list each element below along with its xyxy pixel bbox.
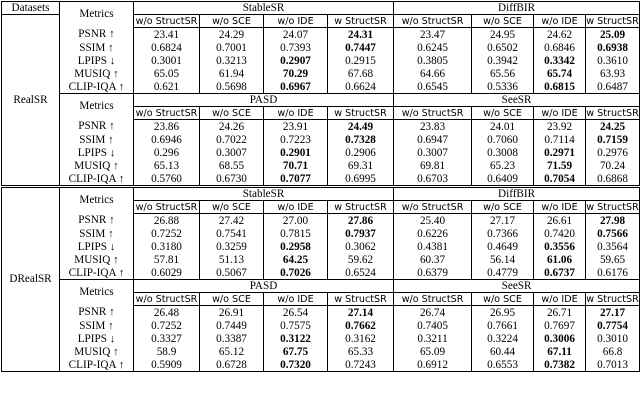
value-cell: 66.8 bbox=[586, 345, 640, 358]
metric-name: LPIPS ↓ bbox=[60, 146, 134, 159]
value-cell: 24.07 bbox=[264, 28, 328, 42]
variant-header: w StructSR bbox=[328, 293, 394, 306]
value-cell: 0.7382 bbox=[534, 358, 586, 372]
value-cell: 0.3564 bbox=[586, 240, 640, 253]
variant-header: w/o IDE bbox=[534, 107, 586, 120]
value-cell: 64.25 bbox=[264, 253, 328, 266]
value-cell: 67.75 bbox=[264, 345, 328, 358]
variant-header: w/o StructSR bbox=[394, 201, 472, 214]
value-cell: 0.3007 bbox=[394, 146, 472, 159]
value-cell: 0.6995 bbox=[328, 172, 394, 187]
value-cell: 0.3213 bbox=[200, 54, 264, 67]
value-cell: 67.11 bbox=[534, 345, 586, 358]
metric-name: PSNR ↑ bbox=[60, 120, 134, 134]
metrics-header: Metrics bbox=[60, 280, 134, 306]
value-cell: 65.56 bbox=[472, 67, 534, 80]
table-row bbox=[2, 319, 640, 332]
table-row bbox=[2, 54, 640, 67]
value-cell: 23.91 bbox=[264, 120, 328, 134]
variant-header: w/o IDE bbox=[264, 201, 328, 214]
value-cell: 67.68 bbox=[328, 67, 394, 80]
value-cell: 0.3001 bbox=[134, 54, 200, 67]
value-cell: 0.3342 bbox=[534, 54, 586, 67]
value-cell: 69.31 bbox=[328, 159, 394, 172]
value-cell: 0.6967 bbox=[264, 80, 328, 94]
value-cell: 0.7661 bbox=[472, 319, 534, 332]
table-row bbox=[2, 28, 640, 42]
metrics-header: Metrics bbox=[60, 187, 134, 214]
variant-header: w StructSR bbox=[328, 15, 394, 28]
variant-header: w/o IDE bbox=[534, 293, 586, 306]
value-cell: 0.621 bbox=[134, 80, 200, 94]
value-cell: 64.66 bbox=[394, 67, 472, 80]
value-cell: 27.86 bbox=[328, 214, 394, 228]
value-cell: 65.09 bbox=[394, 345, 472, 358]
metric-name: MUSIQ ↑ bbox=[60, 67, 134, 80]
metric-name: SSIM ↑ bbox=[60, 227, 134, 240]
value-cell: 0.2958 bbox=[264, 240, 328, 253]
variant-header: w/o StructSR bbox=[394, 107, 472, 120]
value-cell: 0.7697 bbox=[534, 319, 586, 332]
variant-header: w/o SCE bbox=[200, 107, 264, 120]
value-cell: 57.81 bbox=[134, 253, 200, 266]
value-cell: 69.81 bbox=[394, 159, 472, 172]
metric-name: CLIP-IQA ↑ bbox=[60, 358, 134, 372]
table-row bbox=[2, 358, 640, 372]
value-cell: 27.42 bbox=[200, 214, 264, 228]
value-cell: 0.3610 bbox=[586, 54, 640, 67]
value-cell: 0.6730 bbox=[200, 172, 264, 187]
value-cell: 0.6487 bbox=[586, 80, 640, 94]
value-cell: 0.7320 bbox=[264, 358, 328, 372]
value-cell: 26.48 bbox=[134, 306, 200, 320]
metric-name: PSNR ↑ bbox=[60, 214, 134, 228]
variant-header: w StructSR bbox=[586, 201, 639, 213]
table-row bbox=[2, 253, 640, 266]
variant-header: w/o IDE bbox=[264, 293, 328, 306]
table-body bbox=[2, 2, 640, 372]
value-cell: 0.3224 bbox=[472, 332, 534, 345]
value-cell: 61.06 bbox=[534, 253, 586, 266]
value-cell: 26.61 bbox=[534, 214, 586, 228]
metric-name: MUSIQ ↑ bbox=[60, 253, 134, 266]
value-cell: 0.7815 bbox=[264, 227, 328, 240]
dataset-name: RealSR bbox=[2, 15, 60, 187]
value-cell: 58.9 bbox=[134, 345, 200, 358]
dataset-name: DRealSR bbox=[2, 187, 60, 372]
value-cell: 0.2915 bbox=[328, 54, 394, 67]
results-table bbox=[1, 1, 640, 372]
value-cell: 0.6176 bbox=[586, 266, 640, 280]
metric-name: MUSIQ ↑ bbox=[60, 345, 134, 358]
value-cell: 0.7001 bbox=[200, 41, 264, 54]
metrics-header: Metrics bbox=[60, 94, 134, 120]
value-cell: 56.14 bbox=[472, 253, 534, 266]
value-cell: 0.6815 bbox=[534, 80, 586, 94]
value-cell: 0.6502 bbox=[472, 41, 534, 54]
block-header-row bbox=[2, 94, 640, 107]
table-row bbox=[2, 120, 640, 134]
value-cell: 0.6553 bbox=[472, 358, 534, 372]
variant-header: w/o SCE bbox=[472, 15, 534, 28]
value-cell: 0.6824 bbox=[134, 41, 200, 54]
table-row bbox=[2, 306, 640, 320]
value-cell: 23.86 bbox=[134, 120, 200, 134]
value-cell: 0.6912 bbox=[394, 358, 472, 372]
table-row bbox=[2, 214, 640, 228]
table-row bbox=[2, 240, 640, 253]
value-cell: 0.296 bbox=[134, 146, 200, 159]
value-cell: 0.6703 bbox=[394, 172, 472, 187]
value-cell: 26.88 bbox=[134, 214, 200, 228]
table-row bbox=[2, 172, 640, 187]
value-cell: 24.49 bbox=[328, 120, 394, 134]
metric-name: CLIP-IQA ↑ bbox=[60, 172, 134, 187]
value-cell: 0.2971 bbox=[534, 146, 586, 159]
value-cell: 0.3259 bbox=[200, 240, 264, 253]
value-cell: 0.3556 bbox=[534, 240, 586, 253]
value-cell: 26.95 bbox=[472, 306, 534, 320]
value-cell: 0.7541 bbox=[200, 227, 264, 240]
table-row bbox=[2, 133, 640, 146]
value-cell: 0.6409 bbox=[472, 172, 534, 187]
value-cell: 0.7662 bbox=[328, 319, 394, 332]
value-cell: 68.55 bbox=[200, 159, 264, 172]
value-cell: 23.41 bbox=[134, 28, 200, 42]
value-cell: 0.2976 bbox=[586, 146, 640, 159]
method-name: PASD bbox=[134, 280, 394, 293]
method-name: SeeSR bbox=[394, 280, 640, 293]
value-cell: 0.7937 bbox=[328, 227, 394, 240]
value-cell: 0.7328 bbox=[328, 133, 394, 146]
variant-header: w/o StructSR bbox=[134, 201, 200, 214]
method-name: DiffBIR bbox=[394, 2, 640, 15]
metric-name: LPIPS ↓ bbox=[60, 54, 134, 67]
variant-header: w StructSR bbox=[328, 201, 394, 214]
column-header-row bbox=[2, 2, 640, 15]
metric-name: PSNR ↑ bbox=[60, 28, 134, 42]
table-row bbox=[2, 80, 640, 94]
value-cell: 23.92 bbox=[534, 120, 586, 134]
table-row bbox=[2, 266, 640, 280]
value-cell: 65.23 bbox=[472, 159, 534, 172]
value-cell: 0.2901 bbox=[264, 146, 328, 159]
table-row bbox=[2, 345, 640, 358]
variant-header: w/o StructSR bbox=[134, 293, 200, 306]
value-cell: 0.7405 bbox=[394, 319, 472, 332]
value-cell: 24.95 bbox=[472, 28, 534, 42]
metric-name: SSIM ↑ bbox=[60, 319, 134, 332]
value-cell: 0.7159 bbox=[586, 133, 640, 146]
value-cell: 0.3211 bbox=[394, 332, 472, 345]
value-cell: 65.33 bbox=[328, 345, 394, 358]
table-row bbox=[2, 146, 640, 159]
value-cell: 26.74 bbox=[394, 306, 472, 320]
value-cell: 65.05 bbox=[134, 67, 200, 80]
variant-header: w/o SCE bbox=[472, 107, 534, 120]
value-cell: 0.6379 bbox=[394, 266, 472, 280]
metric-name: SSIM ↑ bbox=[60, 133, 134, 146]
variant-header: w StructSR bbox=[586, 293, 639, 305]
value-cell: 0.6868 bbox=[586, 172, 640, 187]
value-cell: 0.7054 bbox=[534, 172, 586, 187]
metric-name: MUSIQ ↑ bbox=[60, 159, 134, 172]
table-row bbox=[2, 227, 640, 240]
value-cell: 65.12 bbox=[200, 345, 264, 358]
method-name: SeeSR bbox=[394, 94, 640, 107]
variant-header: w StructSR bbox=[586, 15, 639, 27]
variant-header: w/o SCE bbox=[200, 201, 264, 214]
value-cell: 71.59 bbox=[534, 159, 586, 172]
value-cell: 0.3942 bbox=[472, 54, 534, 67]
block-header-row bbox=[2, 280, 640, 293]
variant-header: w/o SCE bbox=[200, 293, 264, 306]
variant-header: w/o SCE bbox=[200, 15, 264, 28]
value-cell: 0.6947 bbox=[394, 133, 472, 146]
value-cell: 25.09 bbox=[586, 28, 640, 42]
value-cell: 0.7566 bbox=[586, 227, 640, 240]
value-cell: 70.24 bbox=[586, 159, 640, 172]
value-cell: 0.7013 bbox=[586, 358, 640, 372]
value-cell: 0.6728 bbox=[200, 358, 264, 372]
value-cell: 24.29 bbox=[200, 28, 264, 42]
value-cell: 0.4649 bbox=[472, 240, 534, 253]
value-cell: 0.7077 bbox=[264, 172, 328, 187]
value-cell: 0.7022 bbox=[200, 133, 264, 146]
value-cell: 0.6226 bbox=[394, 227, 472, 240]
value-cell: 0.6737 bbox=[534, 266, 586, 280]
variant-header: w/o SCE bbox=[472, 293, 534, 306]
value-cell: 65.13 bbox=[134, 159, 200, 172]
value-cell: 61.94 bbox=[200, 67, 264, 80]
block-header-row bbox=[2, 187, 640, 201]
value-cell: 24.25 bbox=[586, 120, 640, 134]
variant-header: w StructSR bbox=[328, 107, 394, 120]
value-cell: 0.3180 bbox=[134, 240, 200, 253]
value-cell: 0.4779 bbox=[472, 266, 534, 280]
variant-header: w/o StructSR bbox=[134, 107, 200, 120]
metric-name: CLIP-IQA ↑ bbox=[60, 80, 134, 94]
value-cell: 0.7243 bbox=[328, 358, 394, 372]
value-cell: 0.7449 bbox=[200, 319, 264, 332]
value-cell: 0.3327 bbox=[134, 332, 200, 345]
value-cell: 0.7223 bbox=[264, 133, 328, 146]
value-cell: 0.7026 bbox=[264, 266, 328, 280]
value-cell: 51.13 bbox=[200, 253, 264, 266]
value-cell: 0.3162 bbox=[328, 332, 394, 345]
value-cell: 24.62 bbox=[534, 28, 586, 42]
value-cell: 0.4381 bbox=[394, 240, 472, 253]
method-name: StableSR bbox=[134, 187, 394, 201]
value-cell: 0.3805 bbox=[394, 54, 472, 67]
variant-header: w/o SCE bbox=[472, 201, 534, 214]
variant-header: w/o IDE bbox=[264, 15, 328, 28]
value-cell: 26.54 bbox=[264, 306, 328, 320]
method-name: StableSR bbox=[134, 2, 394, 15]
value-cell: 0.3010 bbox=[586, 332, 640, 345]
value-cell: 0.7060 bbox=[472, 133, 534, 146]
value-cell: 0.6846 bbox=[534, 41, 586, 54]
value-cell: 27.00 bbox=[264, 214, 328, 228]
metric-name: PSNR ↑ bbox=[60, 306, 134, 320]
variant-header: w/o StructSR bbox=[394, 293, 472, 306]
value-cell: 0.2906 bbox=[328, 146, 394, 159]
value-cell: 63.93 bbox=[586, 67, 640, 80]
value-cell: 59.65 bbox=[586, 253, 640, 266]
table-row bbox=[2, 332, 640, 345]
metric-name: SSIM ↑ bbox=[60, 41, 134, 54]
value-cell: 0.6029 bbox=[134, 266, 200, 280]
table-row bbox=[2, 41, 640, 54]
value-cell: 25.40 bbox=[394, 214, 472, 228]
value-cell: 0.6524 bbox=[328, 266, 394, 280]
value-cell: 0.7420 bbox=[534, 227, 586, 240]
value-cell: 27.17 bbox=[586, 306, 640, 320]
value-cell: 0.3007 bbox=[200, 146, 264, 159]
value-cell: 24.26 bbox=[200, 120, 264, 134]
method-name: PASD bbox=[134, 94, 394, 107]
value-cell: 24.01 bbox=[472, 120, 534, 134]
value-cell: 65.74 bbox=[534, 67, 586, 80]
metrics-header: Metrics bbox=[60, 2, 134, 28]
value-cell: 27.17 bbox=[472, 214, 534, 228]
value-cell: 0.7366 bbox=[472, 227, 534, 240]
value-cell: 0.7575 bbox=[264, 319, 328, 332]
value-cell: 0.3387 bbox=[200, 332, 264, 345]
value-cell: 0.5760 bbox=[134, 172, 200, 187]
variant-header: w/o StructSR bbox=[394, 15, 472, 28]
value-cell: 70.71 bbox=[264, 159, 328, 172]
value-cell: 0.7252 bbox=[134, 319, 200, 332]
table-row bbox=[2, 159, 640, 172]
datasets-header: Datasets bbox=[2, 2, 60, 15]
variant-header: w/o IDE bbox=[264, 107, 328, 120]
variant-header: w/o IDE bbox=[534, 201, 586, 214]
value-cell: 0.7252 bbox=[134, 227, 200, 240]
value-cell: 0.5067 bbox=[200, 266, 264, 280]
value-cell: 0.5909 bbox=[134, 358, 200, 372]
value-cell: 0.3006 bbox=[534, 332, 586, 345]
value-cell: 0.5336 bbox=[472, 80, 534, 94]
value-cell: 0.6946 bbox=[134, 133, 200, 146]
variant-header: w/o IDE bbox=[534, 15, 586, 28]
value-cell: 0.6938 bbox=[586, 41, 640, 54]
value-cell: 0.3122 bbox=[264, 332, 328, 345]
value-cell: 24.31 bbox=[328, 28, 394, 42]
value-cell: 70.29 bbox=[264, 67, 328, 80]
method-name: DiffBIR bbox=[394, 187, 640, 201]
value-cell: 0.6245 bbox=[394, 41, 472, 54]
table-row bbox=[2, 67, 640, 80]
metric-name: LPIPS ↓ bbox=[60, 332, 134, 345]
value-cell: 23.83 bbox=[394, 120, 472, 134]
variant-header: w StructSR bbox=[586, 107, 639, 119]
value-cell: 23.47 bbox=[394, 28, 472, 42]
variant-header: w/o StructSR bbox=[134, 15, 200, 28]
value-cell: 26.71 bbox=[534, 306, 586, 320]
metric-name: LPIPS ↓ bbox=[60, 240, 134, 253]
value-cell: 0.3008 bbox=[472, 146, 534, 159]
value-cell: 59.62 bbox=[328, 253, 394, 266]
value-cell: 60.44 bbox=[472, 345, 534, 358]
value-cell: 0.3062 bbox=[328, 240, 394, 253]
value-cell: 0.2907 bbox=[264, 54, 328, 67]
value-cell: 0.7754 bbox=[586, 319, 640, 332]
value-cell: 0.5698 bbox=[200, 80, 264, 94]
metric-name: CLIP-IQA ↑ bbox=[60, 266, 134, 280]
value-cell: 27.98 bbox=[586, 214, 640, 228]
value-cell: 0.6624 bbox=[328, 80, 394, 94]
value-cell: 26.91 bbox=[200, 306, 264, 320]
value-cell: 60.37 bbox=[394, 253, 472, 266]
value-cell: 27.14 bbox=[328, 306, 394, 320]
value-cell: 0.6545 bbox=[394, 80, 472, 94]
value-cell: 0.7114 bbox=[534, 133, 586, 146]
value-cell: 0.7393 bbox=[264, 41, 328, 54]
value-cell: 0.7447 bbox=[328, 41, 394, 54]
